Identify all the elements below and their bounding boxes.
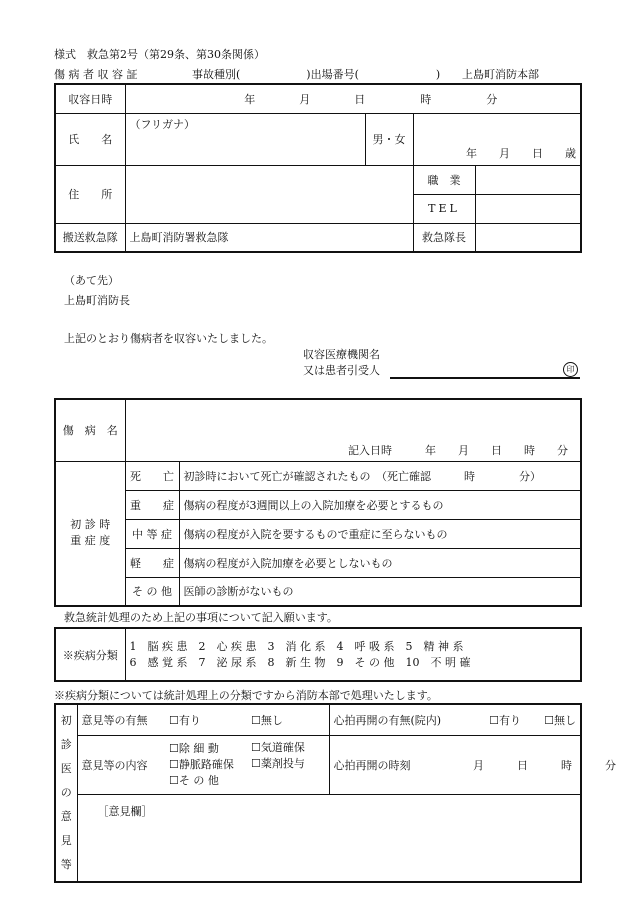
institution-label-2: 又は患者引受人	[303, 364, 380, 377]
option-medication[interactable]: ☐ 薬剤投与	[251, 756, 325, 772]
disease-class-label: ※疾病分類	[55, 628, 125, 681]
class-note: ※疾病分類については統計処理上の分類ですから消防本部で処理いたします。	[54, 689, 438, 702]
option-airway[interactable]: ☐ 気道確保	[251, 740, 325, 756]
chief-field[interactable]	[475, 223, 581, 252]
addressee-name: 上島町消防長	[64, 294, 130, 307]
received-date[interactable]: 年 月 日 時 分	[125, 84, 581, 113]
institution-signature-field[interactable]	[390, 362, 580, 379]
address-field[interactable]	[125, 165, 413, 223]
squad-label: 搬送救急隊	[55, 223, 125, 252]
opinion-side-label: 初 診 医 の 意 見 等	[55, 704, 77, 882]
diagnosis-table	[54, 398, 582, 607]
severity-moderate-desc: 傷病の程度が入院を要するもので重症に至らないもの	[179, 519, 581, 548]
disease-class-options[interactable]	[125, 628, 581, 681]
severity-severe[interactable]: 重 症	[125, 490, 179, 519]
disease-class-line-2: 6 感 覚 系 7 泌 尿 系 8 新 生 物 9 そ の 他 10 不 明 確	[129, 655, 471, 669]
doctor-opinion-table	[54, 703, 616, 883]
receipt-statement: 上記のとおり傷病者を収容いたしました。	[64, 332, 273, 345]
opinion-no-checkbox[interactable]: ☐ 無し	[247, 704, 329, 735]
cpr-time-label: 心拍再開の時刻	[329, 735, 469, 795]
tel-field[interactable]	[475, 194, 581, 223]
severity-severe-desc: 傷病の程度が3週間以上の入院加療を必要とするもの	[179, 490, 581, 519]
option-iv-access[interactable]: ☐ 静脈路確保	[169, 757, 243, 773]
tel-label: TEL	[413, 194, 475, 223]
stats-note: 救急統計処理のため上記の事項について記入願います。	[64, 611, 338, 624]
severity-moderate[interactable]: 中 等 症	[125, 519, 179, 548]
address-label: 住 所	[55, 165, 125, 223]
received-label: 収容日時	[55, 84, 125, 113]
sex-select[interactable]: 男・女	[365, 113, 413, 165]
consciousness-label: 意見等の有無	[77, 704, 165, 735]
severity-death-desc: 初診時において死亡が確認されたもの （死亡確認 時 分）	[179, 461, 581, 490]
disease-class-table	[54, 627, 582, 682]
fire-department: 上島町消防本部	[462, 68, 539, 81]
accident-type: 事故種別( )出場番号( )	[192, 68, 441, 81]
chief-label: 救急隊長	[413, 223, 475, 252]
institution-label-1: 収容医療機関名	[303, 348, 380, 361]
occupation-field[interactable]	[475, 165, 581, 194]
severity-other[interactable]: そ の 他	[125, 577, 179, 606]
furigana-label: （フリガナ）	[129, 117, 195, 131]
form-number: 様式 救急第2号（第29条、第30条関係）	[54, 48, 265, 61]
cpr-no-checkbox[interactable]: ☐ 無し	[525, 704, 581, 735]
content-options-right[interactable]	[247, 735, 329, 795]
opinion-field[interactable]	[77, 795, 581, 882]
disease-field[interactable]	[125, 399, 581, 461]
disease-class-line-1: 1 脳 疾 患 2 心 疾 患 3 消 化 系 4 呼 吸 系 5 精 神 系	[129, 639, 464, 653]
seal-icon: 印	[563, 362, 578, 377]
severity-label: 初 診 時 重 症 度	[55, 461, 125, 606]
opinion-label: ［意見欄］	[97, 805, 153, 819]
severity-mild[interactable]: 軽 症	[125, 548, 179, 577]
entry-time: 記入日時 年 月 日 時 分	[348, 443, 568, 457]
name-label: 氏 名	[55, 113, 125, 165]
name-field[interactable]	[125, 113, 365, 165]
cpr-label: 心拍再開の有無(院内)	[329, 704, 469, 735]
occupation-label: 職 業	[413, 165, 475, 194]
patient-info-table	[54, 83, 582, 253]
age-field[interactable]: 年 月 日 歳	[413, 113, 581, 165]
severity-mild-desc: 傷病の程度が入院加療を必要としないもの	[179, 548, 581, 577]
squad-value: 上島町消防署救急隊	[125, 223, 413, 252]
form-title: 傷 病 者 収 容 証	[54, 68, 138, 81]
opinion-yes-checkbox[interactable]: ☐ 有り	[165, 704, 247, 735]
content-label: 意見等の内容	[77, 735, 165, 795]
cpr-yes-checkbox[interactable]: ☐ 有り	[469, 704, 525, 735]
content-options-left[interactable]	[165, 735, 247, 795]
severity-death[interactable]: 死 亡	[125, 461, 179, 490]
disease-label: 傷 病 名	[55, 399, 125, 461]
addressee-label: （あて先）	[64, 274, 119, 287]
severity-other-desc: 医師の診断がないもの	[179, 577, 581, 606]
option-other[interactable]: ☐ そ の 他	[169, 773, 243, 789]
cpr-time-field[interactable]: 月 日 時 分	[469, 735, 581, 795]
option-defibrillation[interactable]: ☐ 除 細 動	[169, 741, 243, 757]
